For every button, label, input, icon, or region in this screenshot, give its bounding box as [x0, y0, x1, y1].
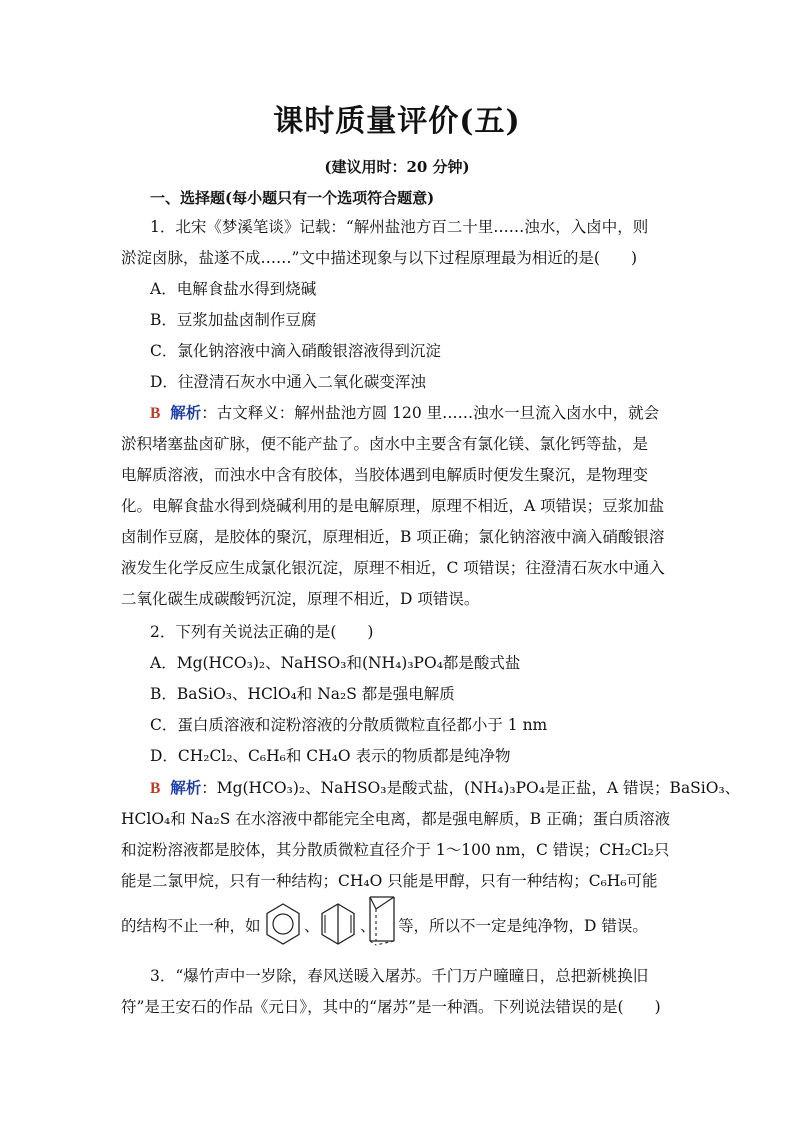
q1-explanation-line7: 二氧化碳生成碳酸钙沉淀，原理不相近，D 项错误。 [121, 590, 480, 608]
q2-option-b: B．BaSiO₃、HClO₄和 Na₂S 都是强电解质 [150, 685, 455, 703]
q1-explanation-line5: 卤制作豆腐，是胶体的聚沉，原理相近，B 项正确；氯化钠溶液中滴入硝酸银溶 [121, 528, 665, 546]
separator-1: 、 [304, 917, 320, 935]
q1-explanation-line4: 化。电解食盐水得到烧碱利用的是电解原理，原理不相近，A 项错误；豆浆加盐 [121, 497, 665, 515]
q2-explanation-line5b: 等，所以不一定是纯净物，D 错误。 [398, 917, 648, 935]
benzene-structure [264, 901, 302, 947]
q2-stem: 2．下列有关说法正确的是( ) [150, 623, 374, 641]
q2-explanation-line2: HClO₄和 Na₂S 在水溶液中都能完全电离，都是强电解质，B 正确；蛋白质溶液 [121, 810, 671, 828]
separator-2: 、 [360, 917, 376, 935]
q1-option-b: B．豆浆加盐卤制作豆腐 [150, 311, 317, 329]
dewar-benzene-structure [318, 901, 358, 947]
q1-stem-line1: 1．北宋《梦溪笔谈》记载：“解州盐池方百二十里……浊水，入卤中，则 [150, 218, 649, 236]
q2-explanation-text: ：Mg(HCO₃)₂、NaHSO₃是酸式盐，(NH₄)₃PO₄是正盐，A 错误；BaSiO₃、 [201, 779, 741, 797]
q2-analysis-tag: 解析 [170, 778, 202, 797]
q1-option-a: A．电解食盐水得到烧碱 [150, 280, 317, 298]
q2-explanation-line1 [150, 778, 741, 799]
page-title: 课时质量评价(五) [273, 104, 521, 139]
q3-stem-line2: 符”是王安石的作品《元日》，其中的“屠苏”是一种酒。下列说法错误的是( ) [121, 998, 661, 1016]
q2-option-c: C．蛋白质溶液和淀粉溶液的分散质微粒直径都小于 1 nm [150, 716, 548, 734]
q1-explanation-line6: 液发生化学反应生成氯化银沉淀，原理不相近，C 项错误；往澄清石灰水中通入 [121, 559, 665, 577]
q1-answer: B [150, 405, 161, 422]
q1-option-c: C．氯化钠溶液中滴入硝酸银溶液得到沉淀 [150, 342, 441, 360]
q2-option-d: D．CH₂Cl₂、C₆H₆和 CH₄O 表示的物质都是纯净物 [150, 747, 511, 765]
q1-analysis-tag: 解析 [170, 403, 202, 422]
q2-explanation-line3: 和淀粉溶液都是胶体，其分散质微粒直径介于 1～100 nm，C 错误；CH₂Cl₂只 [121, 841, 670, 859]
q2-explanation-line4: 能是二氯甲烷，只有一种结构；CH₄O 只能是甲醇，只有一种结构；C₆H₆可能 [121, 872, 658, 890]
q2-option-a: A．Mg(HCO₃)₂、NaHSO₃和(NH₄)₃PO₄都是酸式盐 [150, 654, 521, 672]
prismane-structure [366, 893, 398, 949]
q1-explanation-line2: 淤积堵塞盐卤矿脉，便不能产盐了。卤水中主要含有氯化镁、氯化钙等盐，是 [121, 435, 649, 453]
section-title: 一、选择题(每小题只有一个选项符合题意) [150, 189, 435, 207]
time-suggestion: (建议用时：20 分钟) [324, 158, 470, 176]
q1-explanation-line1 [150, 403, 681, 424]
q1-stem-line2: 淤淀卤脉，盐遂不成……”文中描述现象与以下过程原理最为相近的是( ) [121, 249, 638, 267]
q3-stem-line1: 3．“爆竹声中一岁除，春风送暖入屠苏。千门万户曈曈日，总把新桃换旧 [150, 967, 649, 985]
q2-explanation-line5a: 的结构不止一种，如 [121, 917, 261, 935]
q1-explanation-line3: 电解质溶液，而浊水中含有胶体，当胶体遇到电解质时便发生聚沉，是物理变 [121, 466, 649, 484]
q1-option-d: D．往澄清石灰水中通入二氧化碳变浑浊 [150, 373, 426, 391]
q1-explanation-text: ：古文释义：解州盐池方圆 120 里……浊水一旦流入卤水中，就会 [201, 404, 660, 422]
q2-answer: B [150, 780, 161, 797]
